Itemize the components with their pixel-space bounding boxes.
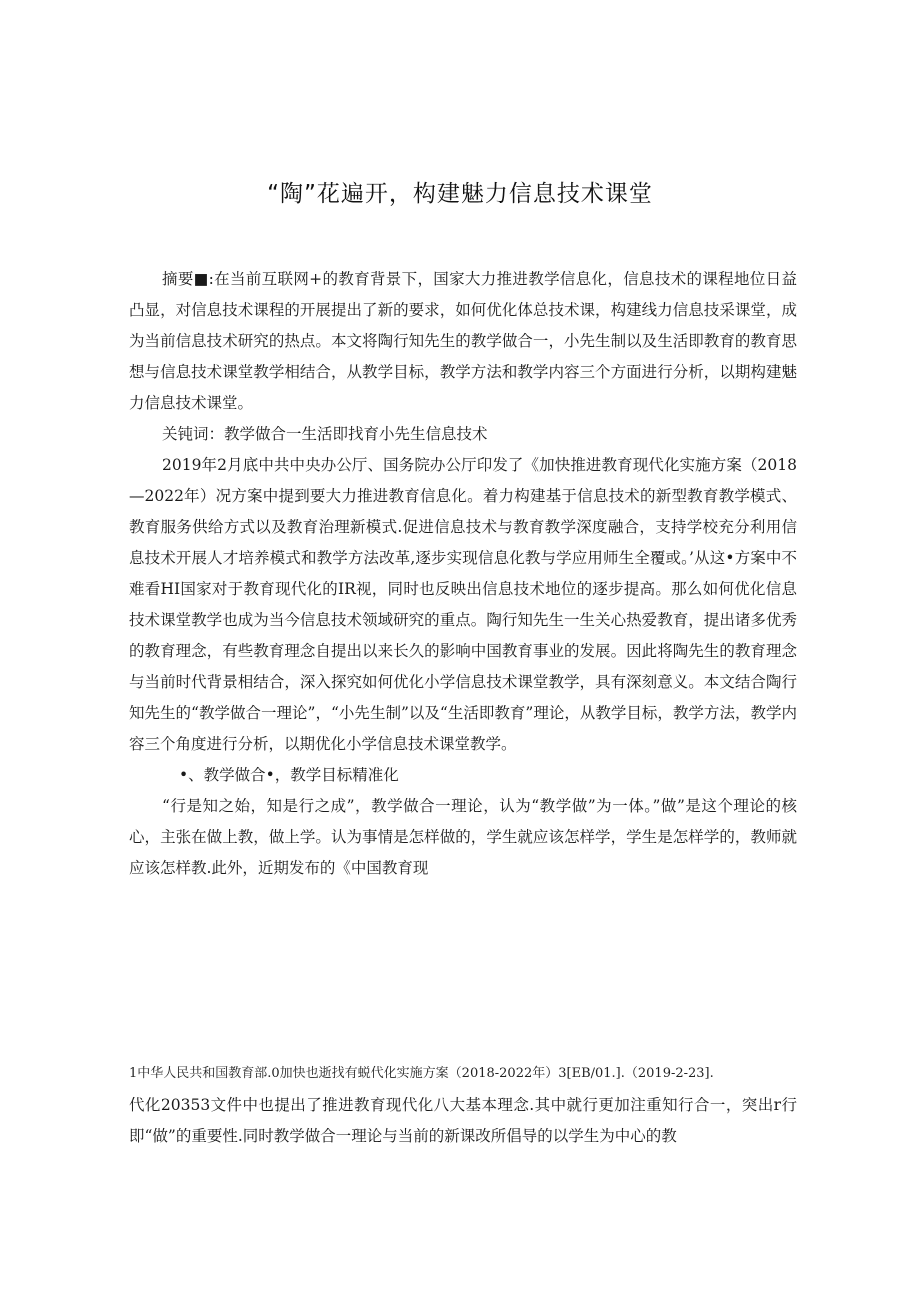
section-paragraph: “行是知之始，知是行之成”，教学做合一理论，认为“教学做”为一体。”做”是这个理论的核心，主张在做上教，做上学。认为事情是怎样做的，学生就应该怎样学，学生是怎样学的，教师就应该怎样教.此外，近期发布的《中国教育现 — [129, 797, 797, 877]
keywords-line: 关钝词：教学做合一生活即找育小先生信息技术 — [162, 425, 488, 443]
continued-paragraph: 代化20353文件中也提出了推进教育现代化八大基本理念.其中就行更加注重知行合一，突出r行即“做”的重要性.同时教学做合一理论与当前的新课改所倡导的以学生为中心的教 — [129, 1096, 797, 1145]
abstract-paragraph: 摘要■:在当前互联网+的教育背景下，国家大力推进教学信息化，信息技术的课程地位日益凸显，对信息技术课程的开展提出了新的要求，如何优化体总技术课，构建线力信息技采课堂，成为当前信息技术研究的热点。本文将陶行知先生的教学做合一，小先生制以及生活即教育的教育思想与信息技术课堂教学相结合，从教学目标，教学方法和教学内容三个方面进行分析，以期构建魅力信息技术课堂。 — [129, 270, 797, 412]
section-heading: •、教学做合•，教学目标精准化 — [179, 766, 399, 784]
main-body — [129, 264, 797, 884]
page-title: “陶”花遍开，构建魅力信息技术课堂 — [267, 181, 653, 207]
intro-paragraph: 2019年2月底中共中央办公厅、国务院办公厅印发了《加快推进教育现代化实施方案（2018—2022年）况方案中提到要大力推进教育信息化。着力构建基于信息技术的新型教育教学模式、教育服务供给方式以及教育治理新模式.促进信息技术与教育教学深度融合，支持学校充分利用信息技术开展人才培养模式和教学方法改革,逐步实现信息化教与学应用师生全覆或。’从这•方案中不难看HI国家对于教育现代化的IR视，同时也反映出信息技术地位的逐步提高。那么如何优化信息技术课堂教学也成为当今信息技术领域研究的重点。陶行知先生一生关心热爱教育，提出诸多优秀的教育理念，有些教育理念自提出以来长久的影响中国教育事业的发展。因此将陶先生的教育理念与当前时代背景相结合，深入探究如何优化小学信息技术课堂教学，具有深刻意义。本文结合陶行知先生的“教学做合一理论”，“小先生制”以及“生活即教育”理论，从教学目标，教学方法，教学内容三个角度进行分析，以期优化小学信息技术课堂教学。 — [129, 456, 797, 753]
continued-body — [129, 1090, 797, 1152]
footnote: 1中华人民共和国教育部.0加快也逝找有蜕代化实施方案（2018-2022年）3[EB/01.].（2019-2-23]. — [129, 1066, 714, 1081]
